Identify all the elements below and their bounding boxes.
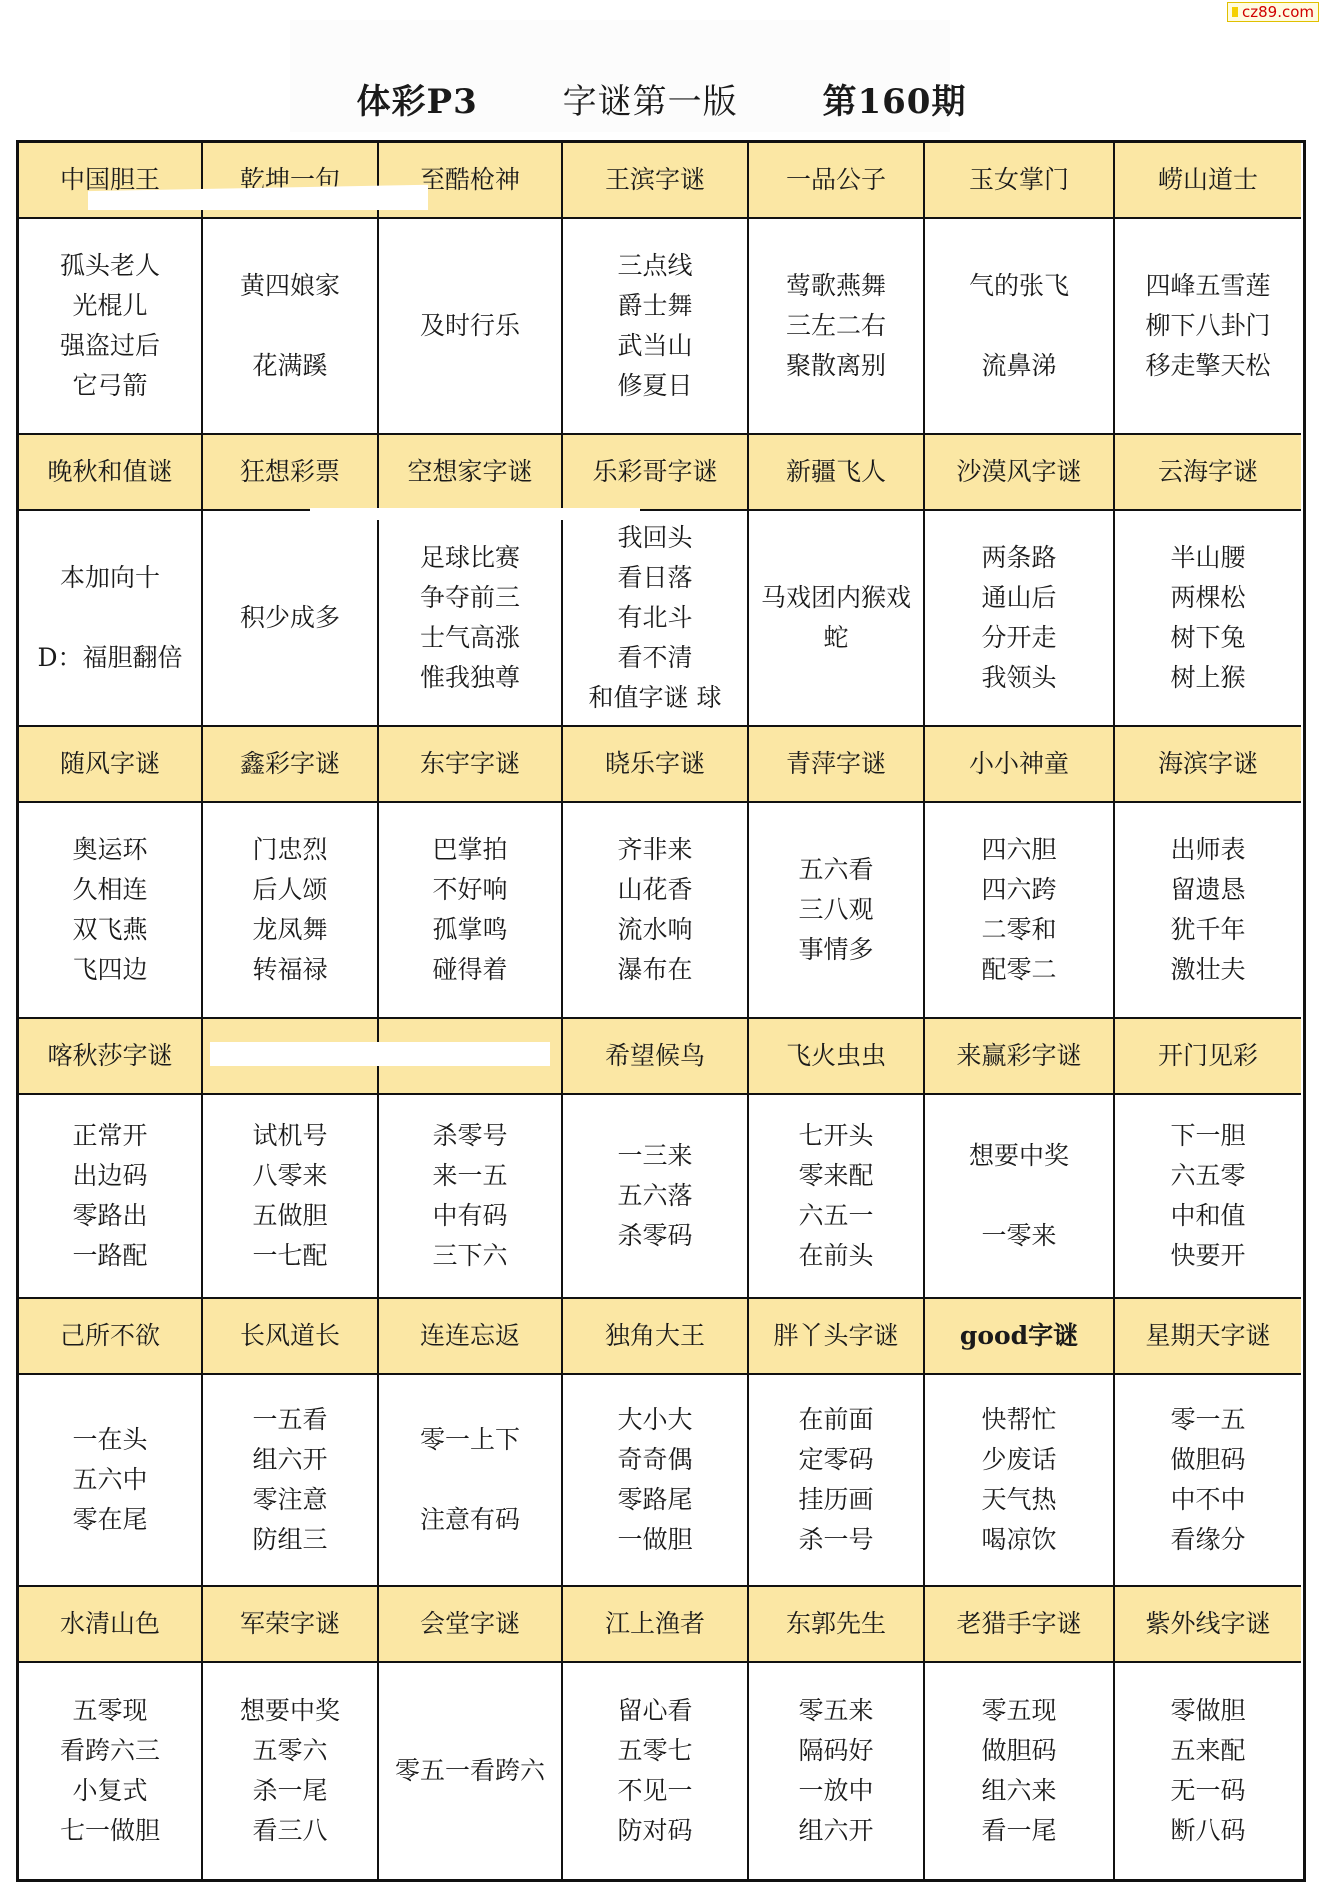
riddle-source-header: 喀秋莎字谜 <box>19 1019 203 1095</box>
riddle-cell <box>379 219 563 435</box>
riddle-line: 定零码 <box>798 1445 874 1474</box>
riddle-line: 一零来 <box>981 1221 1057 1250</box>
riddle-line: 惟我独尊 <box>419 663 520 692</box>
riddle-cell <box>19 219 203 435</box>
riddle-line: 天气热 <box>981 1485 1057 1514</box>
riddle-cell <box>925 1095 1115 1299</box>
riddle-cell <box>203 219 379 435</box>
riddle-cell <box>925 1375 1115 1587</box>
riddle-line: 五来配 <box>1170 1736 1246 1765</box>
riddle-source-header: 老猎手字谜 <box>925 1587 1115 1663</box>
riddle-cell <box>563 1095 749 1299</box>
riddle-line: 柳下八卦门 <box>1145 311 1271 340</box>
riddle-line: 光棍儿 <box>72 291 148 320</box>
riddle-source-header: 乐彩哥字谜 <box>563 435 749 511</box>
riddle-line: 三下六 <box>432 1241 508 1270</box>
riddle-source-header: 连连忘返 <box>379 1299 563 1375</box>
riddle-line: 花满蹊 <box>252 351 328 380</box>
riddle-line: 两条路 <box>981 543 1057 572</box>
riddle-cell <box>563 219 749 435</box>
riddle-line: 它弓箭 <box>72 371 148 400</box>
riddle-table <box>16 140 1306 1882</box>
riddle-line: 龙凤舞 <box>252 915 328 944</box>
riddle-line: 山花香 <box>617 875 693 904</box>
riddle-cell <box>203 511 379 727</box>
riddle-line: 门忠烈 <box>252 835 328 864</box>
riddle-cell <box>203 1095 379 1299</box>
riddle-cell <box>925 219 1115 435</box>
riddle-cell <box>925 803 1115 1019</box>
riddle-line: 修夏日 <box>617 371 693 400</box>
riddle-cell <box>379 1095 563 1299</box>
riddle-cell <box>203 803 379 1019</box>
riddle-line: 四峰五雪莲 <box>1145 271 1271 300</box>
riddle-cell <box>1115 511 1301 727</box>
riddle-line: 爵士舞 <box>617 291 693 320</box>
riddle-source-header: 开门见彩 <box>1115 1019 1301 1095</box>
riddle-line: 五六看 <box>798 855 874 884</box>
riddle-source-header: 一品公子 <box>749 143 925 219</box>
riddle-line: 流鼻涕 <box>981 351 1057 380</box>
riddle-line: 快帮忙 <box>981 1405 1057 1434</box>
riddle-line: 五零七 <box>617 1736 693 1765</box>
riddle-line: 下一胆 <box>1170 1121 1246 1150</box>
riddle-line: 在前头 <box>798 1241 874 1270</box>
riddle-line: 出师表 <box>1170 835 1246 864</box>
riddle-line: 一三来 <box>617 1141 693 1170</box>
riddle-line: 孤头老人 <box>59 251 160 280</box>
riddle-line: 无一码 <box>1170 1776 1246 1805</box>
riddle-line: 中有码 <box>432 1201 508 1230</box>
riddle-line: 小复式 <box>72 1776 148 1805</box>
riddle-source-header: 小小神童 <box>925 727 1115 803</box>
riddle-line: 杀一号 <box>798 1525 874 1554</box>
riddle-line: 留遗恳 <box>1170 875 1246 904</box>
riddle-cell <box>749 511 925 727</box>
riddle-line: 零做胆 <box>1170 1696 1246 1725</box>
riddle-line: 树上猴 <box>1170 663 1246 692</box>
riddle-line: 争夺前三 <box>419 583 520 612</box>
riddle-line: 分开走 <box>981 623 1057 652</box>
riddle-line: 零在尾 <box>72 1505 148 1534</box>
redaction-mask <box>210 1042 550 1066</box>
riddle-line: 六五零 <box>1170 1161 1246 1190</box>
riddle-line: 半山腰 <box>1170 543 1246 572</box>
riddle-line: 蛇 <box>823 623 849 652</box>
riddle-cell <box>563 1375 749 1587</box>
riddle-line: 零路出 <box>72 1201 148 1230</box>
riddle-cell <box>1115 1095 1301 1299</box>
riddle-line: 双飞燕 <box>72 915 148 944</box>
riddle-line: 组六开 <box>252 1445 328 1474</box>
riddle-line: 三左二右 <box>785 311 886 340</box>
riddle-line: 树下兔 <box>1170 623 1246 652</box>
riddle-source-header: 云海字谜 <box>1115 435 1301 511</box>
riddle-line: 本加向十 <box>59 563 160 592</box>
riddle-line: 组六来 <box>981 1776 1057 1805</box>
riddle-line: 做胆码 <box>981 1736 1057 1765</box>
riddle-source-header: 青萍字谜 <box>749 727 925 803</box>
riddle-line: 零一五 <box>1170 1405 1246 1434</box>
riddle-source-header: 江上渔者 <box>563 1587 749 1663</box>
riddle-line: 不好响 <box>432 875 508 904</box>
riddle-line: 足球比赛 <box>419 543 520 572</box>
riddle-line: 看日落 <box>617 563 693 592</box>
watermark-text: cz89.com <box>1241 3 1314 21</box>
riddle-line: 和值字谜 球 <box>588 683 722 712</box>
riddle-source-header: 水清山色 <box>19 1587 203 1663</box>
riddle-line: 强盗过后 <box>59 331 160 360</box>
riddle-line: 八零来 <box>252 1161 328 1190</box>
riddle-line: 两棵松 <box>1170 583 1246 612</box>
riddle-line: 一七配 <box>252 1241 328 1270</box>
riddle-line: 在前面 <box>798 1405 874 1434</box>
riddle-source-header: 东宇字谜 <box>379 727 563 803</box>
riddle-line: 大小大 <box>617 1405 693 1434</box>
riddle-line: 及时行乐 <box>419 311 520 340</box>
riddle-line: 激壮夫 <box>1170 955 1246 984</box>
riddle-line: 不见一 <box>617 1776 693 1805</box>
riddle-source-header: 鑫彩字谜 <box>203 727 379 803</box>
riddle-cell <box>1115 803 1301 1019</box>
riddle-line: 做胆码 <box>1170 1445 1246 1474</box>
riddle-source-header: 乾坤一句 <box>203 143 379 219</box>
riddle-source-header: 东郭先生 <box>749 1587 925 1663</box>
riddle-cell <box>19 1095 203 1299</box>
riddle-source-header: good字谜 <box>925 1299 1115 1375</box>
riddle-line: 四六跨 <box>981 875 1057 904</box>
riddle-line: 齐非来 <box>617 835 693 864</box>
riddle-line: 隔码好 <box>798 1736 874 1765</box>
riddle-source-header: 沙漠风字谜 <box>925 435 1115 511</box>
riddle-line: 零五一看跨六 <box>394 1756 545 1785</box>
riddle-line: 三点线 <box>617 251 693 280</box>
riddle-source-header: 随风字谜 <box>19 727 203 803</box>
riddle-source-header: 海滨字谜 <box>1115 727 1301 803</box>
riddle-source-header: 会堂字谜 <box>379 1587 563 1663</box>
riddle-line: 奥运环 <box>72 835 148 864</box>
riddle-line: 零注意 <box>252 1485 328 1514</box>
riddle-line: 断八码 <box>1170 1816 1246 1845</box>
riddle-source-header: 来赢彩字谜 <box>925 1019 1115 1095</box>
riddle-line: 少废话 <box>981 1445 1057 1474</box>
riddle-line: 聚散离别 <box>785 351 886 380</box>
riddle-line: 孤掌鸣 <box>432 915 508 944</box>
riddle-cell <box>749 803 925 1019</box>
riddle-cell <box>563 511 749 727</box>
riddle-line: 士气高涨 <box>419 623 520 652</box>
riddle-line: 一路配 <box>72 1241 148 1270</box>
riddle-source-header: 崂山道士 <box>1115 143 1301 219</box>
riddle-line: 零五现 <box>981 1696 1057 1725</box>
riddle-cell <box>563 803 749 1019</box>
riddle-line: 零路尾 <box>617 1485 693 1514</box>
riddle-line: 挂历画 <box>798 1485 874 1514</box>
riddle-line: 五零现 <box>72 1696 148 1725</box>
riddle-cell <box>203 1663 379 1879</box>
riddle-cell <box>749 219 925 435</box>
riddle-line: 杀零码 <box>617 1221 693 1250</box>
riddle-source-header: 独角大王 <box>563 1299 749 1375</box>
riddle-line: 配零二 <box>981 955 1057 984</box>
riddle-line: 想要中奖 <box>968 1141 1069 1170</box>
riddle-line: 我回头 <box>617 523 693 552</box>
riddle-line: 巴掌拍 <box>432 835 508 864</box>
riddle-line: 通山后 <box>981 583 1057 612</box>
riddle-line: 久相连 <box>72 875 148 904</box>
riddle-line: 看一尾 <box>981 1816 1057 1845</box>
riddle-source-header: 王滨字谜 <box>563 143 749 219</box>
riddle-line: 有北斗 <box>617 603 693 632</box>
riddle-source-header: 长风道长 <box>203 1299 379 1375</box>
riddle-line: 防组三 <box>252 1525 328 1554</box>
riddle-source-header: 己所不欲 <box>19 1299 203 1375</box>
riddle-line: 六五一 <box>798 1201 874 1230</box>
riddle-line: 五六中 <box>72 1465 148 1494</box>
riddle-line: 快要开 <box>1170 1241 1246 1270</box>
riddle-line: 三八观 <box>798 895 874 924</box>
riddle-source-header: 晓乐字谜 <box>563 727 749 803</box>
riddle-cell <box>925 511 1115 727</box>
riddle-line: 注意有码 <box>419 1505 520 1534</box>
riddle-cell <box>379 511 563 727</box>
riddle-line: 一五看 <box>252 1405 328 1434</box>
riddle-line: 来一五 <box>432 1161 508 1190</box>
title-edition: 字谜第一版 <box>562 82 738 122</box>
riddle-line: 后人颂 <box>252 875 328 904</box>
watermark-square-icon <box>1232 7 1238 17</box>
riddle-line: 转福禄 <box>252 955 328 984</box>
riddle-source-header: 星期天字谜 <box>1115 1299 1301 1375</box>
riddle-line: 想要中奖 <box>239 1696 340 1725</box>
riddle-line: 我领头 <box>981 663 1057 692</box>
riddle-line: 组六开 <box>798 1816 874 1845</box>
riddle-source-header: 晚秋和值谜 <box>19 435 203 511</box>
riddle-line: 留心看 <box>617 1696 693 1725</box>
riddle-cell <box>749 1095 925 1299</box>
riddle-cell <box>563 1663 749 1879</box>
riddle-cell <box>19 511 203 727</box>
riddle-line: 四六胆 <box>981 835 1057 864</box>
site-watermark <box>1227 2 1319 22</box>
riddle-cell <box>1115 1663 1301 1879</box>
riddle-line: 五六落 <box>617 1181 693 1210</box>
riddle-line: 试机号 <box>252 1121 328 1150</box>
riddle-line: 正常开 <box>72 1121 148 1150</box>
riddle-source-header: 军荣字谜 <box>203 1587 379 1663</box>
riddle-cell <box>19 1663 203 1879</box>
riddle-line: 犹千年 <box>1170 915 1246 944</box>
riddle-line: 杀零号 <box>432 1121 508 1150</box>
riddle-source-header: 希望候鸟 <box>563 1019 749 1095</box>
riddle-line: 事情多 <box>798 935 874 964</box>
riddle-source-header: 玉女掌门 <box>925 143 1115 219</box>
riddle-line: 二零和 <box>981 915 1057 944</box>
riddle-source-header: 中国胆王 <box>19 143 203 219</box>
riddle-cell <box>379 803 563 1019</box>
riddle-source-header: 至酷枪神 <box>379 143 563 219</box>
riddle-cell <box>1115 219 1301 435</box>
riddle-line: 一做胆 <box>617 1525 693 1554</box>
riddle-source-header: 新疆飞人 <box>749 435 925 511</box>
riddle-cell <box>19 1375 203 1587</box>
riddle-line: 看三八 <box>252 1816 328 1845</box>
riddle-source-header: 飞火虫虫 <box>749 1019 925 1095</box>
riddle-line: 一放中 <box>798 1776 874 1805</box>
page-title <box>0 74 1323 123</box>
riddle-line: 马戏团内猴戏 <box>760 583 911 612</box>
riddle-line: 一在头 <box>72 1425 148 1454</box>
riddle-line: 零一上下 <box>419 1425 520 1454</box>
riddle-cell <box>379 1375 563 1587</box>
riddle-line: 七一做胆 <box>59 1816 160 1845</box>
riddle-line: 喝凉饮 <box>981 1525 1057 1554</box>
riddle-cell <box>379 1663 563 1879</box>
riddle-line: 看不清 <box>617 643 693 672</box>
title-lottery: 体彩P3 <box>356 82 478 122</box>
riddle-line: 中和值 <box>1170 1201 1246 1230</box>
riddle-line: 奇奇偶 <box>617 1445 693 1474</box>
riddle-line: 莺歌燕舞 <box>785 271 886 300</box>
riddle-line: D：福胆翻倍 <box>37 643 183 672</box>
riddle-line: 武当山 <box>617 331 693 360</box>
riddle-line: 看缘分 <box>1170 1525 1246 1554</box>
riddle-line: 流水响 <box>617 915 693 944</box>
riddle-source-header: 狂想彩票 <box>203 435 379 511</box>
riddle-line: 零来配 <box>798 1161 874 1190</box>
riddle-line: 七开头 <box>798 1121 874 1150</box>
riddle-line: 飞四边 <box>72 955 148 984</box>
riddle-line: 五做胆 <box>252 1201 328 1230</box>
riddle-line: 防对码 <box>617 1816 693 1845</box>
riddle-line: 杀一尾 <box>252 1776 328 1805</box>
riddle-line: 看跨六三 <box>59 1736 160 1765</box>
riddle-cell <box>1115 1375 1301 1587</box>
riddle-cell <box>749 1663 925 1879</box>
riddle-line: 出边码 <box>72 1161 148 1190</box>
title-issue: 第160期 <box>822 82 967 122</box>
riddle-cell <box>749 1375 925 1587</box>
riddle-line: 积少成多 <box>239 603 340 632</box>
riddle-source-header: 紫外线字谜 <box>1115 1587 1301 1663</box>
riddle-line: 黄四娘家 <box>239 271 340 300</box>
riddle-line: 五零六 <box>252 1736 328 1765</box>
riddle-line: 气的张飞 <box>968 271 1069 300</box>
riddle-line: 中不中 <box>1170 1485 1246 1514</box>
riddle-cell <box>925 1663 1115 1879</box>
riddle-source-header: 胖丫头字谜 <box>749 1299 925 1375</box>
riddle-cell <box>203 1375 379 1587</box>
riddle-line: 瀑布在 <box>617 955 693 984</box>
riddle-cell <box>19 803 203 1019</box>
riddle-line: 移走擎天松 <box>1145 351 1271 380</box>
riddle-source-header: 空想家字谜 <box>379 435 563 511</box>
riddle-line: 碰得着 <box>432 955 508 984</box>
riddle-line: 零五来 <box>798 1696 874 1725</box>
redaction-mask <box>310 508 640 520</box>
